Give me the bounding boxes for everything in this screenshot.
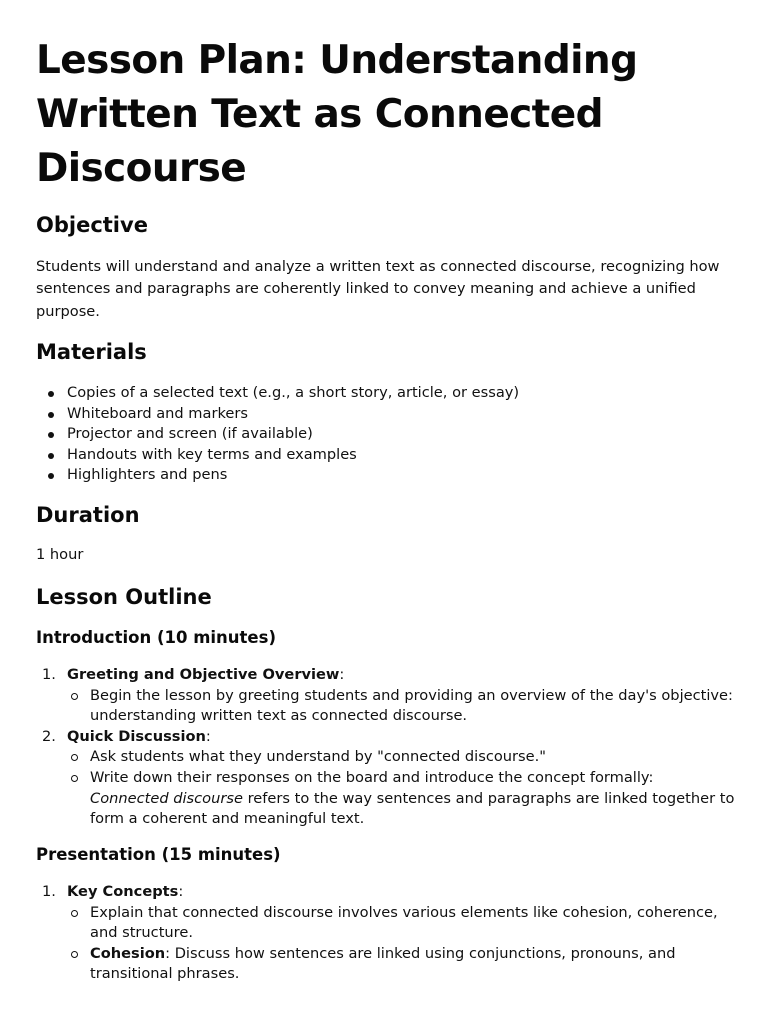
materials-list	[36, 383, 519, 486]
objective-heading: Objective	[36, 213, 148, 237]
item-title: Quick Discussion	[67, 727, 206, 745]
page-title: Lesson Plan: Understanding Written Text as Connected Discourse	[36, 38, 638, 191]
list-item: Whiteboard and markers	[36, 404, 519, 425]
sub-list-item	[67, 944, 736, 985]
duration-text: 1 hour	[36, 546, 84, 563]
presentation-heading: Presentation (15 minutes)	[36, 845, 281, 864]
sub-list-item: Ask students what they understand by "connected discourse."	[67, 747, 736, 768]
cohesion-text: : Discuss how sentences are linked using conjunctions, pronouns, and transitional phrases.	[90, 944, 676, 983]
list-item: Copies of a selected text (e.g., a short story, article, or essay)	[36, 383, 519, 404]
presentation-steps	[36, 882, 736, 985]
sub-list	[67, 686, 736, 727]
definition-term: Connected discourse	[90, 789, 243, 807]
list-item: 1. Key Concepts: Explain that connected discourse involves various elements like cohesion, coherence, and structure. Cohesion: Discuss how sentences are linked using conjunctions, pronouns, and transitional phrases.	[36, 882, 736, 985]
item-title: Key Concepts	[67, 883, 179, 900]
sub-list	[67, 747, 736, 829]
sub-list-item: Explain that connected discourse involves various elements like cohesion, coherence, and structure.	[67, 903, 736, 944]
introduction-steps	[36, 665, 736, 830]
sub-list-item	[67, 768, 736, 830]
item-number: 1.	[42, 666, 56, 683]
item-number: 1.	[42, 883, 56, 900]
lesson-outline-heading: Lesson Outline	[36, 585, 212, 609]
duration-heading: Duration	[36, 503, 140, 527]
list-item: 2. Quick Discussion: Ask students what they understand by "connected discourse." Write down their responses on the board and introduce the concept formally: Connected discourse refers to the way sentences and paragraphs are linked together to form a coherent and meaningful text.	[36, 727, 736, 830]
materials-heading: Materials	[36, 340, 147, 364]
definition-text: refers to the way sentences and paragraphs are linked together to form a coherent and meaningful text.	[90, 789, 735, 828]
cohesion-term: Cohesion	[90, 944, 166, 962]
sub-list-text: Write down their responses on the board and introduce the concept formally:	[90, 768, 654, 786]
list-item: 1. Greeting and Objective Overview: Begin the lesson by greeting students and providing an overview of the day's objective: understanding written text as connected discourse.	[36, 665, 736, 727]
item-number: 2.	[42, 727, 56, 745]
list-item: Projector and screen (if available)	[36, 424, 519, 445]
introduction-heading: Introduction (10 minutes)	[36, 628, 276, 647]
list-item: Highlighters and pens	[36, 465, 519, 486]
sub-list	[67, 903, 736, 985]
list-item: Handouts with key terms and examples	[36, 445, 519, 466]
objective-text: Students will understand and analyze a written text as connected discourse, recognizing how sentences and paragraphs are coherently linked to convey meaning and achieve a unified purpose.	[36, 258, 720, 320]
item-title: Greeting and Objective Overview	[67, 666, 340, 683]
sub-list-item: Begin the lesson by greeting students and providing an overview of the day's objective: understanding written text as connected discourse.	[67, 686, 736, 727]
